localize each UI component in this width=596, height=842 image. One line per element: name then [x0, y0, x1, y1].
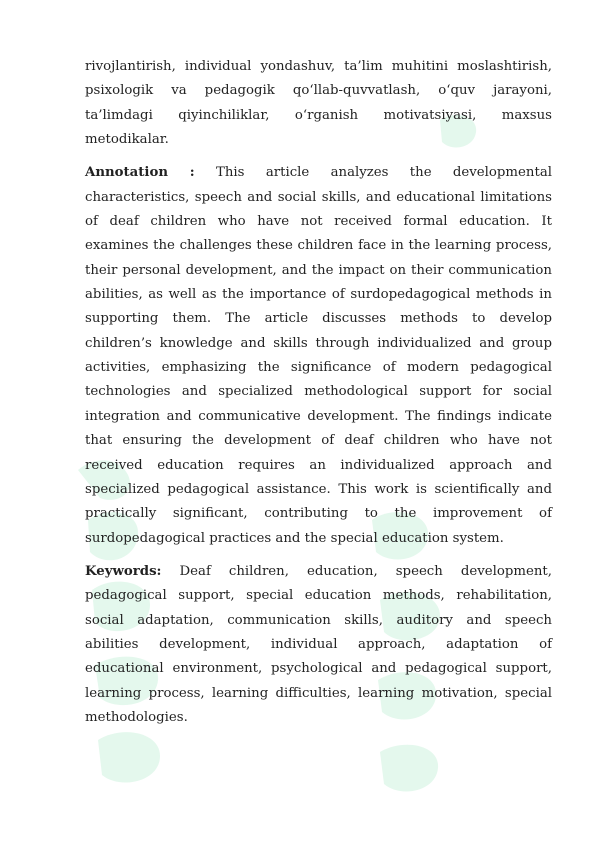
watermark-stroke	[380, 745, 438, 792]
annotation-paragraph	[85, 161, 552, 551]
keywords-text: Deaf children, education, speech development, pedagogical support, special education methods, rehabilitation, social adaptation, communication skills, auditory and speech abilities development, individual approach, adaptation of educational environment, psychological and pedagogical support, learning process, learning difficulties, learning motivation, special methodologies.	[85, 563, 552, 725]
annotation-label: Annotation :	[85, 165, 195, 181]
keywords-label: Keywords:	[85, 563, 162, 579]
document-body	[85, 55, 552, 730]
watermark-stroke	[98, 732, 160, 782]
annotation-text: This article analyzes the developmental characteristics, speech and social skills, and educational limitations of deaf children who have not received formal education. It examines the challenges these children face in the learning process, their personal development, and the impact on their communication abilities, as well as the importance of surdopedagogical methods in supporting them. The article discusses methods to develop children’s knowledge and skills through individualized and group activities, emphasizing the significance of modern pedagogical technologies and specialized methodological support for social integration and communicative development. The findings indicate that ensuring the development of deaf children who have not received education requires an individualized approach and specialized pedagogical assistance. This work is scientifically and practically significant, contributing to the improvement of surdopedagogical practices and the special education system.	[85, 165, 552, 546]
uzbek-keywords-continuation: rivojlantirish, individual yondashuv, ta’lim muhitini moslashtirish, psixologik va pedagogik qo‘llab-quvvatlash, o‘quv jarayoni, ta’limdagi qiyinchiliklar, o‘rganish motivatsiyasi, maxsus metodikalar.	[85, 59, 552, 148]
keywords-paragraph	[85, 560, 552, 730]
